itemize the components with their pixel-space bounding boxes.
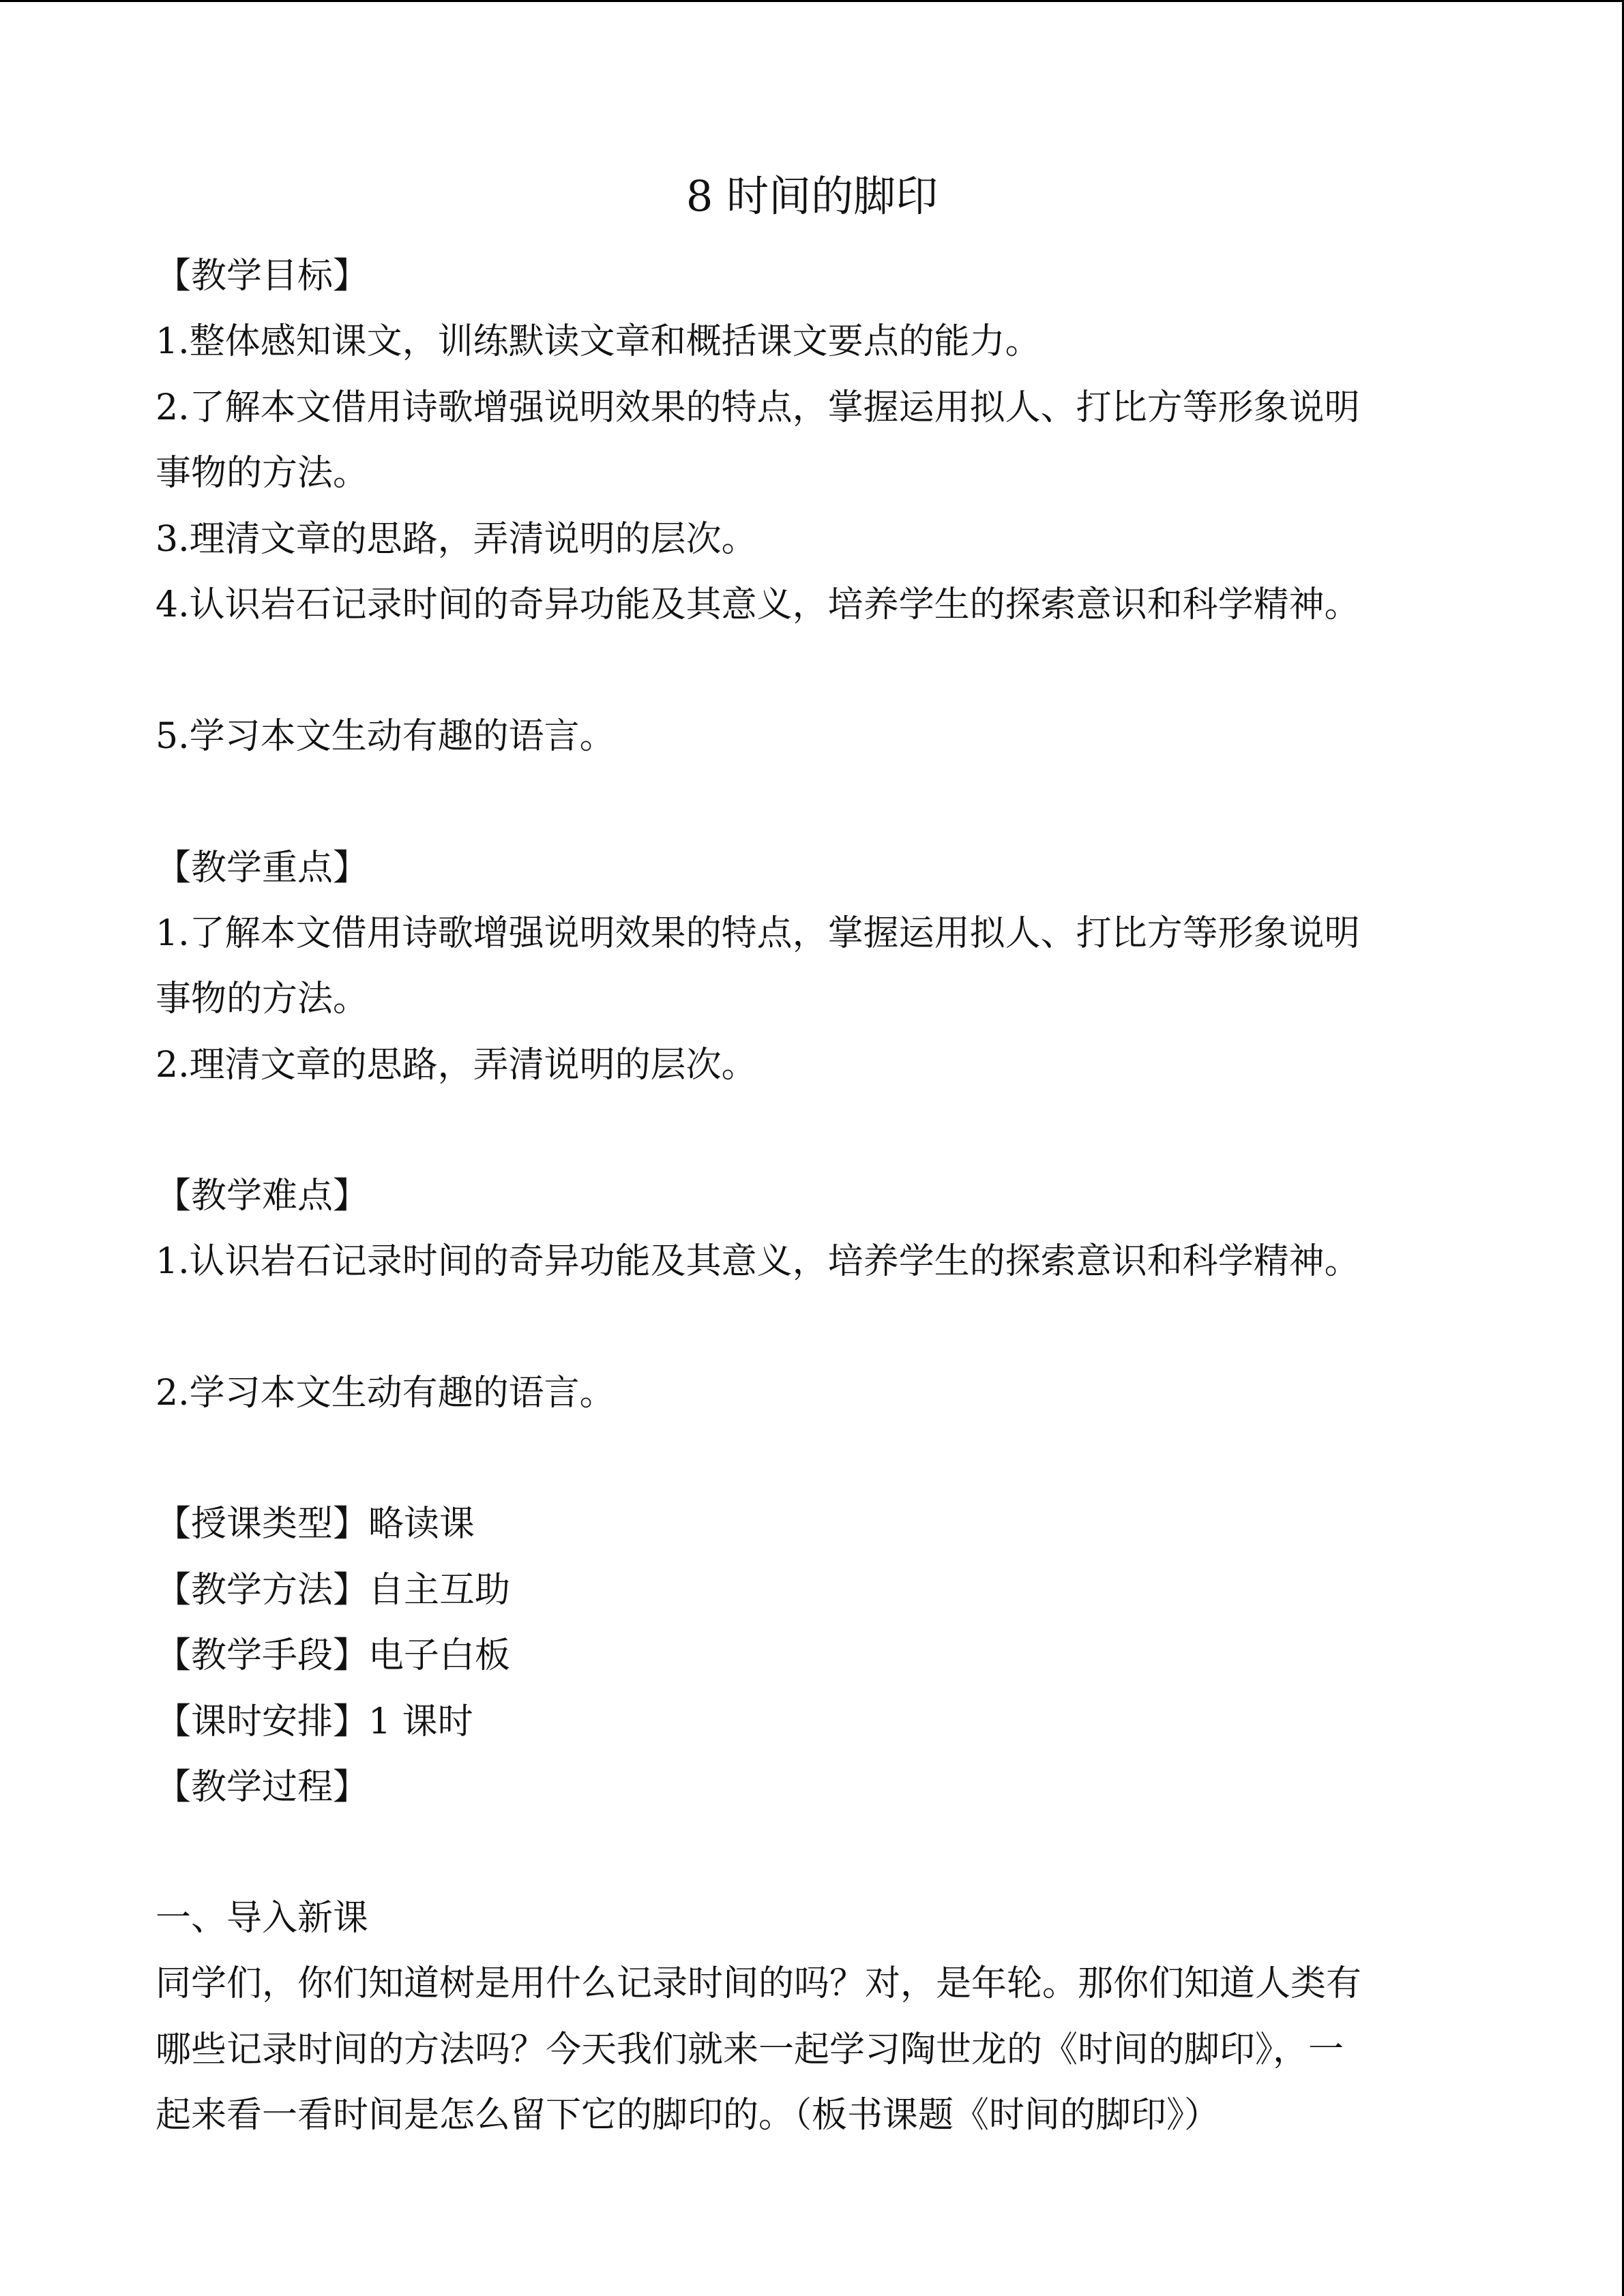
text-line: 事物的方法。 [156,979,369,1019]
text-line: 5.学习本文生动有趣的语言。 [156,716,615,757]
page-border-top [0,0,1624,2]
text-line: 同学们，你们知道树是用什么记录时间的吗？对，是年轮。那你们知道人类有 [156,1963,1362,2004]
document-title: 8 时间的脚印 [685,171,939,221]
lesson-type: 【授课类型】略读课 [156,1504,475,1545]
teaching-method: 【教学方法】自主互助 [156,1570,511,1611]
text-line: 哪些记录时间的方法吗？今天我们就来一起学习陶世龙的《时间的脚印》，一 [156,2029,1344,2070]
section-heading-difficulties: 【教学难点】 [156,1176,369,1217]
text-line: 3.理清文章的思路，弄清说明的层次。 [156,519,757,560]
text-line: 2.理清文章的思路，弄清说明的层次。 [156,1045,757,1086]
text-line: 1.整体感知课文，训练默读文章和概括课文要点的能力。 [156,321,1041,362]
text-line: 2.学习本文生动有趣的语言。 [156,1373,615,1414]
text-line: 1.认识岩石记录时间的奇异功能及其意义，培养学生的探索意识和科学精神。 [156,1241,1360,1282]
text-line: 1.了解本文借用诗歌增强说明效果的特点，掌握运用拟人、打比方等形象说明 [156,913,1360,954]
text-line: 事物的方法。 [156,453,369,494]
text-line: 起来看一看时间是怎么留下它的脚印的。（板书课题《时间的脚印》） [156,2095,1220,2136]
section-heading-key-points: 【教学重点】 [156,848,369,889]
section-heading-process: 【教学过程】 [156,1767,369,1808]
text-line: 4.认识岩石记录时间的奇异功能及其意义，培养学生的探索意识和科学精神。 [156,584,1360,625]
section-heading-objectives: 【教学目标】 [156,256,369,297]
teaching-means: 【教学手段】电子白板 [156,1635,511,1676]
text-line: 2.了解本文借用诗歌增强说明效果的特点，掌握运用拟人、打比方等形象说明 [156,387,1360,428]
subsection-heading-intro: 一、导入新课 [156,1898,369,1939]
class-schedule: 【课时安排】1 课时 [156,1701,473,1742]
